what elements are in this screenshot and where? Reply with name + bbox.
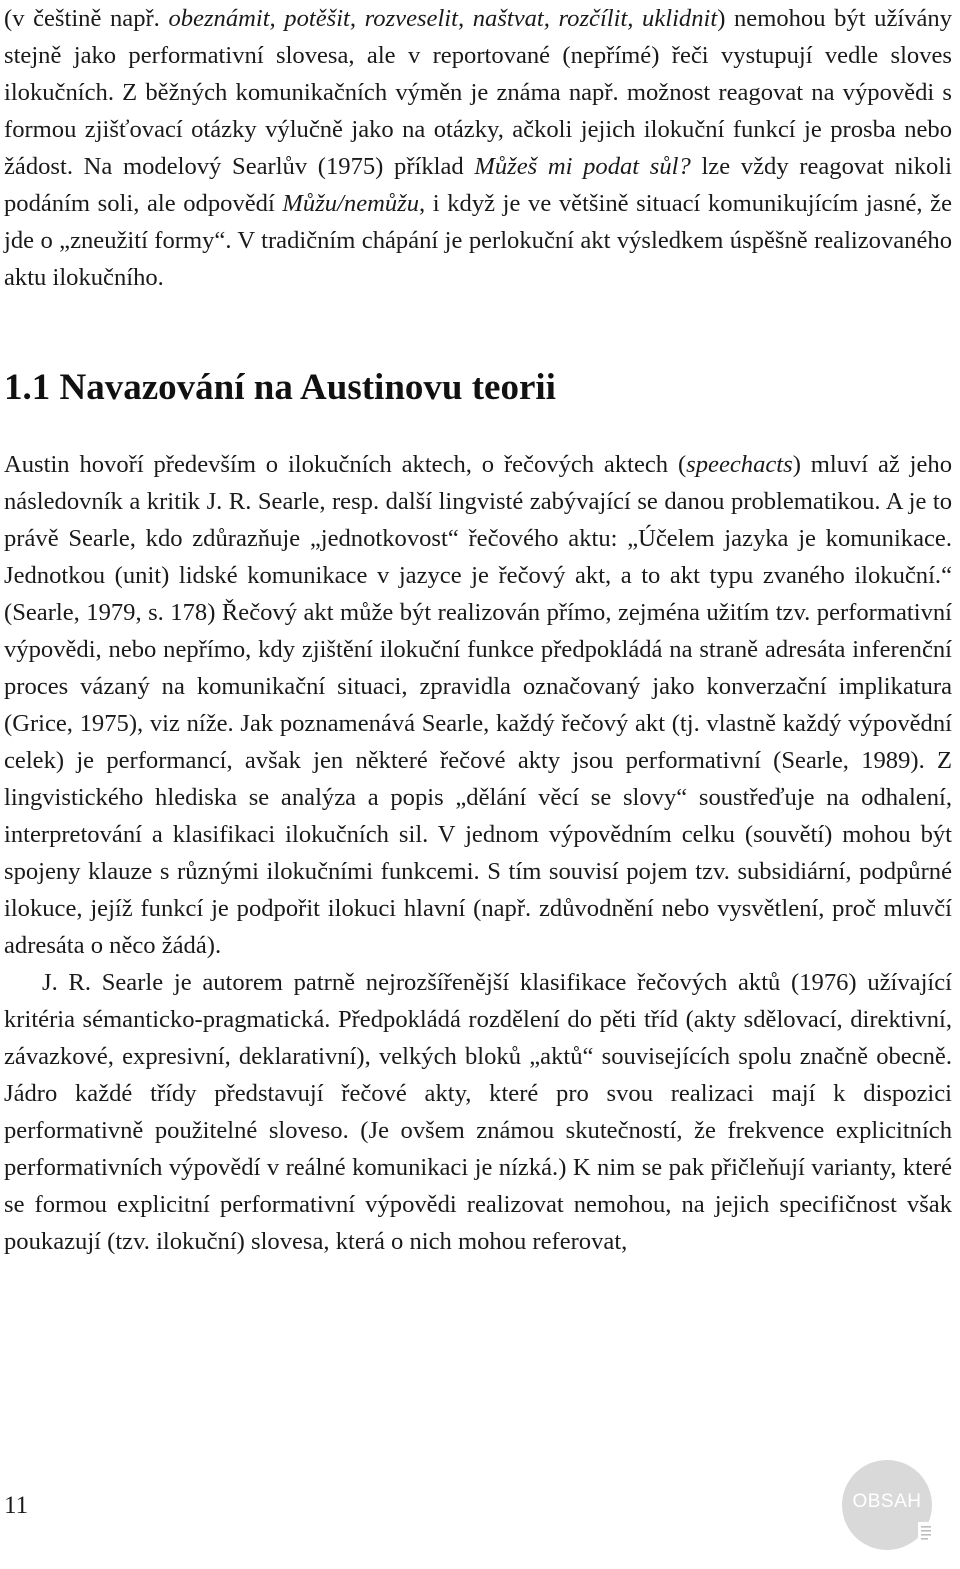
- italic-run: obeznámit, potěšit, rozveselit, naštvat, rozčílit, uklidnit: [168, 5, 718, 32]
- text-run: ) mluví až jeho následovník a kritik J. R. Searle, resp. další lingvisté zabývající se danou problematikou. A je to právě Searle, kdo zdůrazňuje „jednotkovost“ řečového aktu: „Účelem jazyka je komunikace. Jednotkou (unit) lidské komunikace v jazyce je řečový akt, a to akt typu zvaného ilokuční.“ (Searle, 1979, s. 178) Řečový akt může být realizován přímo, zejména užitím tzv. performativní výpovědi, nebo nepřímo, kdy zjištění ilokuční funkce předpokládá na straně adresáta inferenční proces vázaný na komunikační situaci, zpravidla označovaný jako konverzační implikatura (Grice, 1975), viz níže. Jak poznamenává Searle, každý řečový akt (tj. vlastně každý výpovědní celek) je performancí, avšak jen některé řečové akty jsou performativní (Searle, 1989). Z lingvistického hlediska se analýza a popis „dělání věcí se slovy“ soustřeďuje na odhalení, interpretování a klasifikaci ilokučních sil. V jednom výpovědním celku (souvětí) mohou být spojeny klauze s různými ilokučními funkcemi. S tím souvisí pojem tzv. subsidiární, podpůrné ilokuce, jejíž funkcí je podpořit ilokuci hlavní (např. zdůvodnění nebo vysvětlení, proč mluvčí adresáta o něco žádá).: [4, 451, 952, 959]
- paragraph-continued: [4, 0, 952, 296]
- document-list-icon: [918, 1522, 934, 1542]
- text-run: Austin hovoří především o ilokučních aktech, o řečových aktech (: [4, 451, 687, 478]
- page-number: 11: [4, 1492, 29, 1519]
- text-run: lze vždy reagovat nikoli podáním soli, ale odpovědí: [4, 153, 952, 217]
- text-run: , i když je ve většině situací komunikujícím jasné, že jde o „zneužití formy“. V tradičním chápání je perlokuční akt výsledkem úspěšně realizovaného aktu ilokučního.: [4, 190, 953, 291]
- paragraph-austin: [4, 446, 952, 964]
- section-heading: 1.1 Navazování na Austinovu teorii: [4, 367, 556, 408]
- text-run: ) nemohou být užívány stejně jako performativní slovesa, ale v reportované (nepřímé) řeči vystupují vedle sloves ilokučních. Z běžných komunikačních výměn je známa např. možnost reagovat na výpovědi s formou zjišťovací otázky výlučně jako na otázky, ačkoli jejich ilokuční funkcí je prosba nebo žádost. Na modelový Searlův (1975) příklad: [4, 5, 952, 180]
- page-body: [4, 0, 952, 1260]
- text-run: (v češtině např.: [4, 5, 169, 32]
- italic-example: Můžeš mi podat sůl?: [474, 153, 691, 180]
- paragraph-searle-classification: J. R. Searle je autorem patrně nejrozšířenější klasifikace řečových aktů (1976) užívající kritéria sémanticko-pragmatická. Předpokládá rozdělení do pěti tříd (akty sdělovací, direktivní, závazkové, expresivní, deklarativní), velkých bloků „aktů“ souvisejících spolu značně obecně. Jádro každé třídy představují řečové akty, které pro svou realizaci mají k dispozici performativně použitelné sloveso. (Je ovšem známou skutečností, že frekvence explicitních performativních výpovědí v reálné komunikaci je nízká.) K nim se pak přičleňují varianty, které se formou explicitní performativní výpovědi realizovat nemohou, na jejich specifičnost však poukazují (tzv. ilokuční) slovesa, která o nich mohou referovat,: [4, 969, 952, 1255]
- italic-example: Můžu/nemůžu: [282, 190, 420, 217]
- table-of-contents-button[interactable]: [842, 1460, 932, 1550]
- italic-term: speechacts: [686, 451, 793, 478]
- obsah-label: OBSAH: [852, 1491, 922, 1512]
